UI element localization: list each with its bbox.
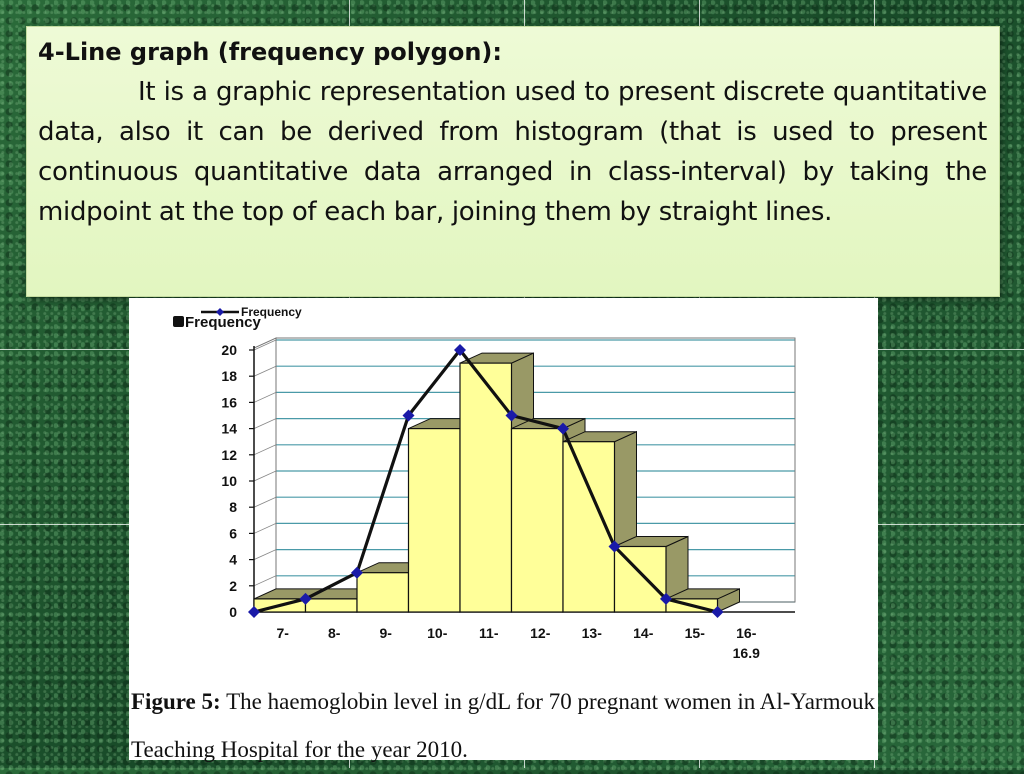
y-tick-label: 10 <box>221 473 237 489</box>
x-tick-label: 15- <box>684 625 705 641</box>
legend-label: Frequency <box>185 314 261 331</box>
bar <box>460 363 512 612</box>
y-tick-label: 20 <box>221 342 237 358</box>
frequency-polygon-chart <box>129 298 878 678</box>
slide-body-text: It is a graphic representation used to present discrete quantitative data, also it can be derived from histogram (that is used to present continuous quantitative data arranged in class-interval) by taking the midpoint at the top of each bar, joining them by straight lines. <box>38 77 987 227</box>
x-tick-label: 14- <box>633 625 654 641</box>
legend-label: Frequency <box>241 305 302 319</box>
figure-caption-text: The haemoglobin level in g/dL for 70 pregnant women in Al-Yarmouk Teaching Hospital for the year 2010. <box>131 689 875 762</box>
chart-side-wall <box>254 338 276 612</box>
y-tick-label: 12 <box>221 446 237 463</box>
x-tick-label: 9- <box>379 625 392 641</box>
y-tick-label: 16 <box>221 394 237 411</box>
slide-heading: 4-Line graph (frequency polygon): <box>38 38 502 66</box>
y-tick-label: 8 <box>229 499 237 516</box>
x-tick-label: 8- <box>328 625 341 641</box>
y-tick-label: 18 <box>221 368 237 385</box>
definition-text-box <box>26 26 1000 297</box>
x-tick-label: 13- <box>581 625 602 641</box>
bar <box>409 429 461 612</box>
figure-caption <box>131 678 875 774</box>
figure-caption-label: Figure 5: <box>131 689 221 714</box>
x-tick-label: 16.9 <box>732 645 760 661</box>
histogram-figure <box>129 298 878 760</box>
x-tick-label: 12- <box>530 625 551 641</box>
x-tick-label: 16- <box>736 625 757 641</box>
y-tick-label: 0 <box>229 604 237 620</box>
y-tick-label: 6 <box>229 525 237 542</box>
y-tick-label: 14 <box>221 420 237 437</box>
y-tick-label: 4 <box>229 551 237 568</box>
x-tick-label: 11- <box>479 625 499 641</box>
bar <box>357 573 409 612</box>
y-tick-label: 2 <box>229 577 237 594</box>
bar <box>512 429 564 612</box>
legend-box-swatch <box>173 316 184 327</box>
x-tick-label: 10- <box>427 625 448 641</box>
bar <box>306 599 358 612</box>
x-tick-label: 7- <box>276 625 289 641</box>
